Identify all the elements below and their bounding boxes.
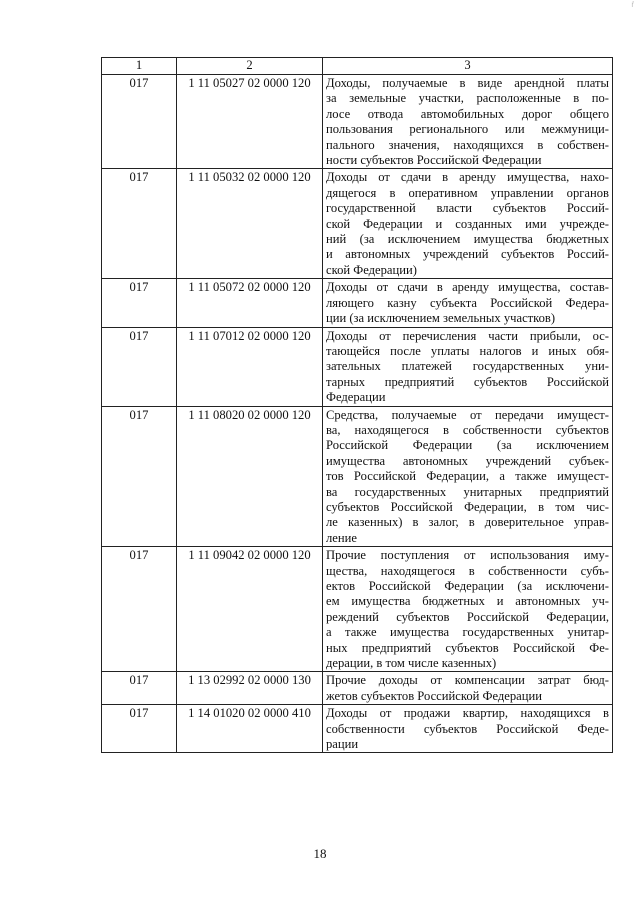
description-line: реждений субъектов Российской Федерации, [326, 609, 609, 624]
revenue-description-cell [323, 705, 613, 753]
header-col-3: 3 [323, 58, 613, 75]
revenue-code-cell: 1 11 07012 02 0000 120 [177, 327, 323, 406]
admin-code-cell: 017 [102, 705, 177, 753]
description-line: ляющего казну субъекта Российской Федера- [326, 295, 609, 310]
revenue-description-cell [323, 547, 613, 672]
description-line: тов Российской Федерации, а также имущест- [326, 469, 609, 484]
revenue-code-cell: 1 11 05032 02 0000 120 [177, 169, 323, 279]
revenue-code-cell: 1 11 09042 02 0000 120 [177, 547, 323, 672]
description-line: а также имущества государственных унитар- [326, 625, 609, 640]
revenue-code-cell: 1 11 05072 02 0000 120 [177, 279, 323, 327]
revenue-code-cell: 1 13 02992 02 0000 130 [177, 672, 323, 705]
description-line: Доходы от сдачи в аренду имущества, нахо- [326, 170, 609, 185]
admin-code-cell: 017 [102, 406, 177, 547]
admin-code-cell: 017 [102, 547, 177, 672]
table-row [102, 327, 613, 406]
revenue-description-cell [323, 279, 613, 327]
admin-code-cell: 017 [102, 327, 177, 406]
description-line: Доходы от перечисления части прибыли, ос- [326, 328, 609, 343]
description-line: Российской Федерации (за исключением [326, 438, 609, 453]
description-line: субъектов Российской Федерации, в том чис- [326, 499, 609, 514]
description-line: имущества автономных учреждений субъек- [326, 453, 609, 468]
description-line: Средства, получаемые от передачи имущест- [326, 407, 609, 422]
description-line: тарных предприятий субъектов Российской [326, 374, 609, 389]
table-header-row [102, 58, 613, 75]
revenue-codes-table [101, 57, 613, 753]
revenue-code-cell: 1 11 08020 02 0000 120 [177, 406, 323, 547]
description-line: дящегося в оперативном управлении органов [326, 185, 609, 200]
description-line: Доходы от продажи квартир, находящихся в [326, 706, 609, 721]
description-line: щества, находящегося в собственности субъ- [326, 563, 609, 578]
description-line: ных предприятий субъектов Российской Фе- [326, 640, 609, 655]
description-line: пального значения, находящихся в собствен- [326, 137, 609, 152]
description-line: собственности субъектов Российской Феде- [326, 721, 609, 736]
revenue-code-cell: 1 11 05027 02 0000 120 [177, 75, 323, 169]
description-line: ва государственных унитарных предприятий [326, 484, 609, 499]
revenue-description-cell [323, 406, 613, 547]
admin-code-cell: 017 [102, 75, 177, 169]
description-line: ности субъектов Российской Федерации [326, 153, 542, 168]
revenue-description-cell [323, 327, 613, 406]
table-row [102, 547, 613, 672]
header-col-1: 1 [102, 58, 177, 75]
description-line: и автономных учреждений субъектов Россий- [326, 247, 609, 262]
description-line: ле казенных) в залог, в доверительное управ- [326, 515, 609, 530]
header-col-2: 2 [177, 58, 323, 75]
admin-code-cell: 017 [102, 169, 177, 279]
description-line: Доходы от сдачи в аренду имущества, состав- [326, 280, 609, 295]
description-line: пользования регионального или межмуници- [326, 122, 609, 137]
description-line: Доходы, получаемые в виде арендной платы [326, 76, 609, 90]
admin-code-cell: 017 [102, 672, 177, 705]
table-row [102, 75, 613, 169]
page-number: 18 [313, 846, 327, 861]
description-line: Прочие доходы от компенсации затрат бюд- [326, 673, 609, 688]
table-row [102, 406, 613, 547]
table-row [102, 705, 613, 753]
admin-code-cell: 017 [102, 279, 177, 327]
description-line: ление [326, 530, 357, 545]
description-line: лосе отвода автомобильных дорог общего [326, 106, 609, 121]
description-line: ской Федерации) [326, 262, 417, 277]
revenue-code-cell: 1 14 01020 02 0000 410 [177, 705, 323, 753]
table-row [102, 672, 613, 705]
description-line: Прочие поступления от использования иму- [326, 548, 609, 563]
corner-mark: ŕ [631, 0, 634, 9]
description-line: за земельные участки, расположенные в по- [326, 91, 609, 106]
description-line: тающейся после уплаты налогов и иных обя- [326, 343, 609, 358]
description-line: жетов субъектов Российской Федерации [326, 688, 542, 703]
revenue-description-cell [323, 672, 613, 705]
revenue-description-cell [323, 75, 613, 169]
revenue-description-cell [323, 169, 613, 279]
description-line: ской Федерации и созданных ими учрежде- [326, 216, 609, 231]
description-line: дерации, в том числе казенных) [326, 656, 497, 671]
description-line: ем имущества бюджетных и автономных уч- [326, 594, 609, 609]
description-line: ва, находящегося в собственности субъектов [326, 422, 609, 437]
table-row [102, 279, 613, 327]
description-line: государственной власти субъектов Россий- [326, 201, 609, 216]
description-line: рации [326, 737, 359, 752]
description-line: ектов Российской Федерации (за исключени- [326, 579, 609, 593]
table-row [102, 169, 613, 279]
description-line: Федерации [326, 390, 386, 405]
description-line: зательных платежей государственных уни- [326, 359, 609, 374]
table-body [102, 75, 613, 753]
description-line: ции (за исключением земельных участков) [326, 311, 556, 326]
description-line: ний (за исключением имущества бюджетных [326, 232, 609, 247]
